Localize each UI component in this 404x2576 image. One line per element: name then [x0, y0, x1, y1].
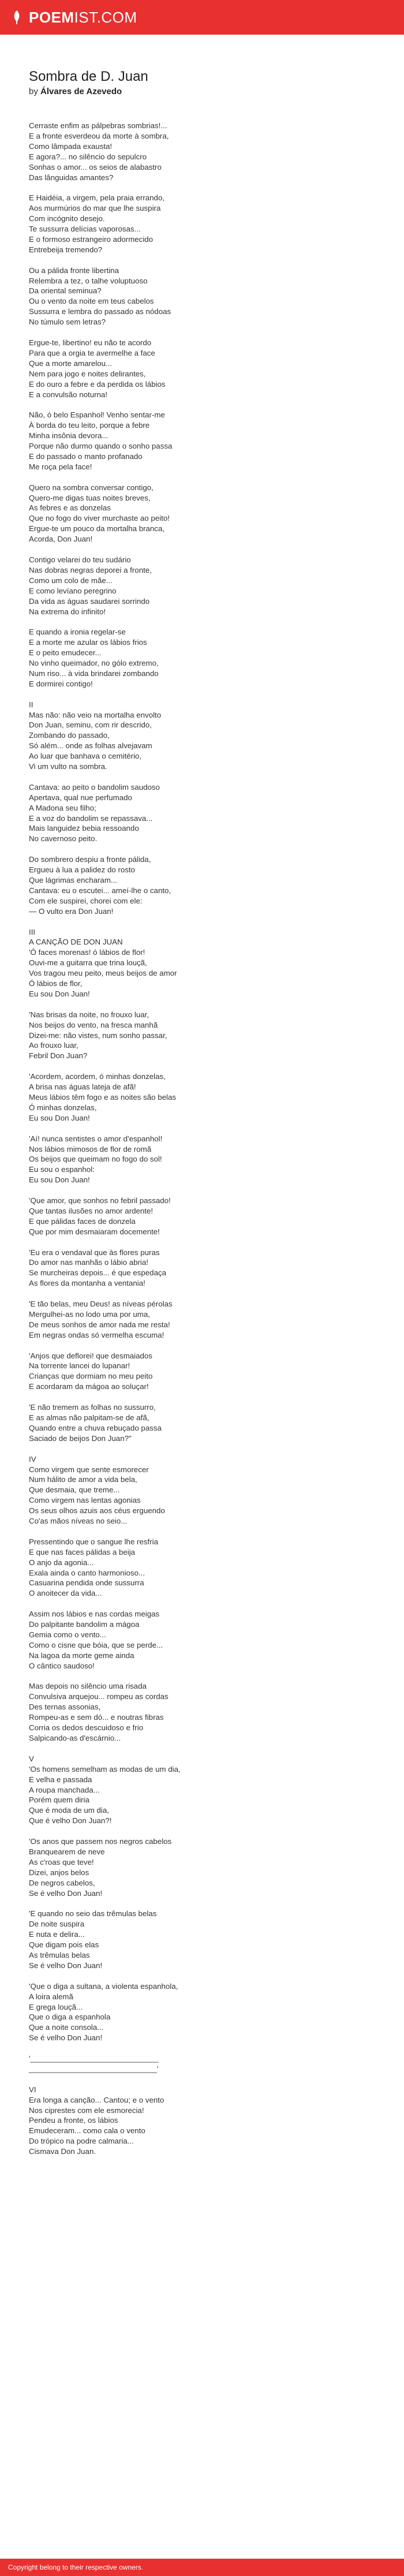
- stanza: [29, 555, 375, 617]
- poem-line: As febres e as donzelas: [29, 503, 111, 513]
- poem-line: 'Ó faces morenas! ó lábios de flor!: [29, 948, 145, 957]
- poem-line: Como um colo de mãe...: [29, 576, 113, 585]
- poem-line: Ou a pálida fronte libertina: [29, 266, 119, 275]
- stanza: [29, 1010, 375, 1062]
- stanza: [29, 1454, 375, 1526]
- poem-line: A roupa manchada...: [29, 1785, 100, 1794]
- poem-line: Sussurra e lembra do passado as nódoas: [29, 307, 171, 316]
- poem-line: Rompeu-as e sem dó... e noutras fibras: [29, 1713, 164, 1722]
- stanza: [29, 1196, 375, 1237]
- stanza: [29, 1909, 375, 1970]
- poem-line: Cantava: ao peito o bandolim saudoso: [29, 782, 160, 792]
- poem-line: À borda do teu leito, porque a febre: [29, 421, 150, 430]
- poem-line: Os seus olhos azuis aos céus erguendo: [29, 1506, 165, 1515]
- poem-line: Que por mim desmaiaram docemente!: [29, 1227, 160, 1236]
- poem-line: Ó minhas donzelas,: [29, 1103, 97, 1112]
- poem-line: — O vulto era Don Juan!: [29, 906, 114, 916]
- poem-line: Ergue-te, libertino! eu não te acordo: [29, 338, 152, 347]
- poem-line: Assim nos lábios e nas cordas meigas: [29, 1610, 160, 1619]
- stanza: [29, 1072, 375, 1123]
- poem-line: Ergueu à lua a palidez do rosto: [29, 865, 136, 875]
- poem-line: Pressentindo que o sangue lhe resfria: [29, 1537, 158, 1546]
- poem-line: 'E quando no seio das trêmulas belas: [29, 1909, 157, 1918]
- poem-line: Vi um vulto na sombra.: [29, 762, 107, 771]
- poem-line: Cantava: eu o escutei... ameí-lhe o canto,: [29, 886, 171, 895]
- poem-body: [29, 121, 375, 2157]
- poem-line: As flores da montanha a ventania!: [29, 1279, 145, 1288]
- poem-line: Não, ó belo Espanhol! Venho sentar-me: [29, 410, 165, 420]
- poem-line: Contigo velarei do teu sudário: [29, 555, 131, 564]
- poem-line: Acorda, Don Juan!: [29, 535, 93, 544]
- poem-line: Das lânguidas amantes?: [29, 173, 114, 182]
- poem-line: De meus sonhos de amor nada me resta!: [29, 1320, 170, 1329]
- poem-line: '______________________________: [29, 2054, 159, 2063]
- poem-line: Pendeu a fronte, os lábios: [29, 2116, 118, 2125]
- stanza: [29, 700, 375, 772]
- stanza: [29, 1248, 375, 1289]
- poem-line: Para que a orgia te avermelhe a face: [29, 348, 155, 357]
- site-footer: [0, 2559, 404, 2576]
- poem-line: Me roça pela face!: [29, 462, 92, 471]
- poem-line: E agora?... no silêncio do sepulcro: [29, 152, 147, 161]
- poem-line: 'E não tremem as folhas no sussurro,: [29, 1403, 156, 1412]
- poem-line: E a morte me azular os lábios frios: [29, 638, 147, 647]
- poem-line: As trêmulas belas: [29, 1951, 90, 1959]
- copyright-notice: Copyright belong to their respective owners.: [8, 2563, 144, 2571]
- poem-line: As c'roas que teve!: [29, 1857, 94, 1866]
- poem-line: Nos ciprestes com ele esmorecia!: [29, 2105, 144, 2115]
- site-logo[interactable]: [10, 9, 137, 27]
- poem-line: Nos lábios mimosos de flor de romã: [29, 1144, 152, 1153]
- poem-line: 'Os homens semelham as modas de um dia,: [29, 1764, 181, 1774]
- poem-line: O anjo da agonia...: [29, 1558, 94, 1567]
- poem-line: Ao luar que banhava o cemitério,: [29, 752, 142, 761]
- poem-title: Sombra de D. Juan: [29, 69, 148, 84]
- poem-line: Des ternas assonias,: [29, 1703, 101, 1712]
- poem-line: 'Anjos que deflorei! que desmaiados: [29, 1351, 152, 1360]
- poem-line: Na lagoa da morte geme ainda: [29, 1651, 134, 1660]
- poem-line: Do palpitante bandolim a mágoa: [29, 1620, 140, 1629]
- poem-line: Que tantas ilusões no amor ardente!: [29, 1206, 154, 1215]
- stanza: [29, 927, 375, 999]
- poem-line: Porque não durmo quando o sonho passa: [29, 442, 173, 451]
- poem-line: De noite suspira: [29, 1920, 85, 1929]
- poem-line: Que a morte amarelou...: [29, 359, 113, 368]
- poem-line: E a fronte esverdeou da morte à sombra,: [29, 131, 169, 140]
- poem-line: Da oriental seminua?: [29, 286, 102, 296]
- poem-line: Do trópico na podre calmaria...: [29, 2137, 134, 2146]
- stanza: [29, 1981, 375, 2043]
- poem-line: V: [29, 1754, 34, 1763]
- stanza: [29, 1609, 375, 1671]
- poem-line: 'Que o diga a sultana, a violenta espanhola,: [29, 1981, 178, 1991]
- poem-line: Apertava, qual nue perfumado: [29, 793, 132, 802]
- poem-line: A CANÇÃO DE DON JUAN: [29, 938, 123, 947]
- poem-line: Nas dobras negras deporei a fronte,: [29, 565, 152, 574]
- poem-line: Don Juan, seminu, com rir descrido,: [29, 720, 152, 730]
- poem-line: 'Nas brisas da noite, no frouxo luar,: [29, 1010, 149, 1019]
- poem-line: Exala ainda o canto harmonioso...: [29, 1568, 145, 1577]
- poem-line: A Madona seu filho;: [29, 803, 96, 812]
- poem-line: Entrebeija tremendo?: [29, 245, 103, 254]
- poem-line: Nem para jogo e noites delirantes,: [29, 369, 146, 378]
- poem-line: Porém quem diria: [29, 1795, 89, 1805]
- poem-line: Salpicando-as d'escárnio...: [29, 1734, 121, 1743]
- poem-line: Branquearem de neve: [29, 1847, 105, 1856]
- poem-line: Sonhas o amor... os seios de alabastro: [29, 162, 162, 171]
- poem-line: No cavernoso peito.: [29, 834, 98, 843]
- poem-line: VI: [29, 2085, 36, 2094]
- poem-byline: [29, 87, 375, 96]
- poem-line: E como levíano peregrino: [29, 586, 117, 595]
- poem-line: Que lágrimas encharam...: [29, 876, 117, 884]
- poem-line: Eu sou Don Juan!: [29, 1175, 90, 1185]
- poem-line: No vinho queimador, no gólo extremo,: [29, 659, 159, 668]
- stanza: [29, 266, 375, 327]
- poem-line: Que é moda de um dia,: [29, 1806, 109, 1815]
- stanza: [29, 627, 375, 689]
- poem-line: Dizei-me: não vistes, num sonho passar,: [29, 1031, 167, 1040]
- stanza: [29, 1836, 375, 1898]
- poem-line: E Haidéia, a virgem, pela praia errando,: [29, 193, 165, 203]
- poem-line: Se é velho Don Juan!: [29, 1888, 103, 1898]
- poem-line: 'Eu era o vendaval que às flores puras: [29, 1248, 160, 1257]
- poem-line: Como lâmpada exausta!: [29, 141, 113, 151]
- poem-line: 'Os anos que passem nos negros cabelos: [29, 1837, 172, 1846]
- poem-line: E do ouro a febre e da perdida os lábios: [29, 379, 166, 389]
- stanza: [29, 782, 375, 844]
- poem-line: Num hálito de amor a vida bela,: [29, 1475, 137, 1484]
- poem-line: Emudeceram... como cala o vento: [29, 2126, 145, 2136]
- stanza: [29, 410, 375, 472]
- poem-line: E grega louçã...: [29, 2002, 83, 2011]
- poem-line: Crianças que dormiam no meu peito: [29, 1372, 153, 1381]
- poem-line: Com ele suspirei, chorei com ele:: [29, 896, 143, 905]
- stanza: [29, 1351, 375, 1392]
- poem-line: Mas depois no silêncio uma risada: [29, 1682, 147, 1691]
- poem-line: Meus lábios têm fogo e as noites são belas: [29, 1092, 177, 1102]
- poem-line: Na torrente lancei do lupanar!: [29, 1361, 130, 1371]
- poem-line: III: [29, 927, 36, 936]
- stanza: [29, 338, 375, 400]
- poem-line: Minha insônia devora...: [29, 431, 109, 440]
- poem-line: E nuta e delira...: [29, 1930, 85, 1939]
- poem-line: A loira alemã: [29, 1992, 73, 2001]
- poem-line: Era longa a canção... Cantou; e o vento: [29, 2095, 164, 2104]
- poem-line: Eu sou Don Juan!: [29, 1113, 90, 1122]
- poem-line: 'Acordem, acordem, ó minhas donzelas,: [29, 1072, 166, 1081]
- site-logo-text: POEMIST.COM: [29, 8, 137, 26]
- poem-line: 'Aí! nunca sentistes o amor d'espanhol!: [29, 1134, 163, 1143]
- poem-line: Do amor nas manhãs o lábio abria!: [29, 1258, 148, 1267]
- poem-line: Da vida as águas saudarei sorrindo: [29, 596, 150, 606]
- poem-line: E a voz do bandolim se repassava...: [29, 813, 153, 823]
- poem-line: Co'as mãos níveas no seio...: [29, 1517, 128, 1526]
- poem-line: De negros cabelos,: [29, 1878, 95, 1887]
- poem-line: Que é velho Don Juan?!: [29, 1816, 112, 1825]
- poem-line: Ou o vento da noite em teus cabelos: [29, 297, 154, 306]
- poem-line: O cântico saudoso!: [29, 1661, 95, 1670]
- poem-line: E velha e passada: [29, 1775, 92, 1784]
- poem-line: Quando entre a chuva rebuçado passa: [29, 1423, 162, 1432]
- poem-line: Febril Don Juan?: [29, 1051, 88, 1061]
- poem-line: Te sussurra delícias vaporosas...: [29, 225, 141, 234]
- poem-line: II: [29, 700, 33, 709]
- poem-line: E as almas não palpitam-se de afã,: [29, 1413, 149, 1422]
- poem-line: Mergulhei-as no lodo uma por uma,: [29, 1309, 150, 1319]
- poem-line: Corria os dedos descuidoso e frio: [29, 1723, 144, 1733]
- poem-line: Mais languidez bebia ressoando: [29, 824, 139, 833]
- poem-line: Se é velho Don Juan!: [29, 2033, 103, 2043]
- poem-line: Cerraste enfim as pálpebras sombrias!...: [29, 121, 167, 130]
- poem-line: Só além... onde as folhas alvejavam: [29, 741, 152, 751]
- stanza: [29, 1402, 375, 1444]
- poem-line: Que digam pois elas: [29, 1940, 99, 1950]
- poem-line: Se é velho Don Juan!: [29, 1961, 103, 1970]
- poem-line: E a convulsão noturna!: [29, 390, 108, 399]
- poem-content: [29, 68, 375, 2167]
- poem-line: Casuarina pendida onde sussurra: [29, 1578, 144, 1588]
- poem-line: E quando a ironia regelar-se: [29, 628, 126, 637]
- poem-line: E o peito emudecer...: [29, 648, 102, 658]
- stanza: [29, 854, 375, 916]
- poem-line: E do passado o manto profanado: [29, 451, 143, 461]
- author-link[interactable]: Álvares de Azevedo: [40, 87, 122, 96]
- poem-line: A brisa nas águas lateja de afã!: [29, 1082, 136, 1092]
- poem-line: IV: [29, 1454, 36, 1464]
- poem-line: No túmulo sem letras?: [29, 318, 106, 327]
- stanza: [29, 193, 375, 255]
- poem-line: Nos beijos do vento, na fresca manhã: [29, 1020, 158, 1029]
- poem-line: ______________________________': [29, 2064, 159, 2073]
- byline-prefix: by: [29, 87, 41, 96]
- stanza: [29, 1299, 375, 1341]
- poem-line: E que nas faces pálidas a beija: [29, 1547, 136, 1556]
- poem-line: Que a noite consola...: [29, 2023, 104, 2032]
- poem-line: Quero-me digas tuas noites breves,: [29, 493, 151, 502]
- poem-line: O anoitecer da vida...: [29, 1589, 102, 1598]
- poem-line: Como virgem que sente esmorecer: [29, 1465, 149, 1474]
- poem-line: 'E tão belas, meu Deus! as níveas pérolas: [29, 1300, 173, 1309]
- stanza: [29, 1537, 375, 1599]
- poem-line: Saciado de beijos Don Juan?": [29, 1433, 132, 1443]
- poem-line: Vos tragou meu peito, meus beijos de amor: [29, 969, 177, 978]
- poem-line: Aos murmúrios do mar que lhe suspira: [29, 204, 161, 213]
- poem-line: Do sombrero despiu a fronte pálida,: [29, 855, 151, 864]
- poem-line: E acordaram da mágoa ao soluçar!: [29, 1382, 149, 1391]
- poem-line: Ao frouxo luar,: [29, 1041, 78, 1050]
- stanza: [29, 121, 375, 182]
- poem-line: Como o cisne que bóia, que se perde...: [29, 1640, 163, 1649]
- poem-line: Gemia como o vento...: [29, 1630, 106, 1639]
- poem-line: Num riso... à vida brindarei zombando: [29, 669, 159, 678]
- poem-line: Eu sou o espanhol:: [29, 1165, 95, 1174]
- poem-line: Eu sou Don Juan!: [29, 989, 90, 998]
- poem-line: E o formoso estrangeiro adormecido: [29, 234, 154, 244]
- poem-line: Zombando do passado,: [29, 731, 110, 740]
- stanza: [29, 2085, 375, 2157]
- poem-line: Dizei, anjos belos: [29, 1868, 89, 1877]
- stanza: [29, 1134, 375, 1186]
- stanza: [29, 483, 375, 544]
- poem-line: Quero na sombra conversar contigo,: [29, 483, 154, 492]
- stanza: [29, 2054, 375, 2074]
- poem-line: Que no fogo do viver murchaste ao peito!: [29, 514, 170, 523]
- poem-line: Os beijos que queimam no fogo do sol!: [29, 1155, 162, 1164]
- poem-line: Como virgem nas lentas agonias: [29, 1496, 141, 1505]
- poem-line: Na extrema do infinito!: [29, 607, 106, 616]
- poem-line: Mas não: não veio na mortalha envolto: [29, 710, 162, 719]
- poem-line: Se murcheiras depois... é que espedaça: [29, 1268, 167, 1278]
- poem-line: Ó lábios de flor,: [29, 979, 83, 988]
- poem-line: E que pálidas faces de donzela: [29, 1216, 136, 1226]
- poem-line: Em negras ondas só vermelha escuma!: [29, 1330, 164, 1339]
- site-header: [0, 0, 404, 35]
- poem-line: Que desmaia, que treme...: [29, 1485, 120, 1495]
- stanza: [29, 1681, 375, 1743]
- poem-line: Relembra a tez, o talhe voluptuoso: [29, 276, 148, 285]
- poem-line: 'Que amor, que sonhos no febril passado!: [29, 1196, 171, 1205]
- poem-line: Convulsiva arquejou... rompeu as cordas: [29, 1692, 169, 1701]
- poem-line: Cismava Don Juan.: [29, 2147, 96, 2156]
- poem-line: Com incógnito desejo.: [29, 214, 105, 223]
- poem-line: Ouvi-me a guitarra que trina louçã,: [29, 958, 147, 968]
- stanza: [29, 1754, 375, 1826]
- quill-pen-icon: [10, 10, 23, 25]
- poem-line: Ergue-te um pouco da mortalha branca,: [29, 524, 165, 533]
- poem-line: E dormirei contigo!: [29, 679, 93, 688]
- poem-line: Que o diga a espanhola: [29, 2013, 111, 2022]
